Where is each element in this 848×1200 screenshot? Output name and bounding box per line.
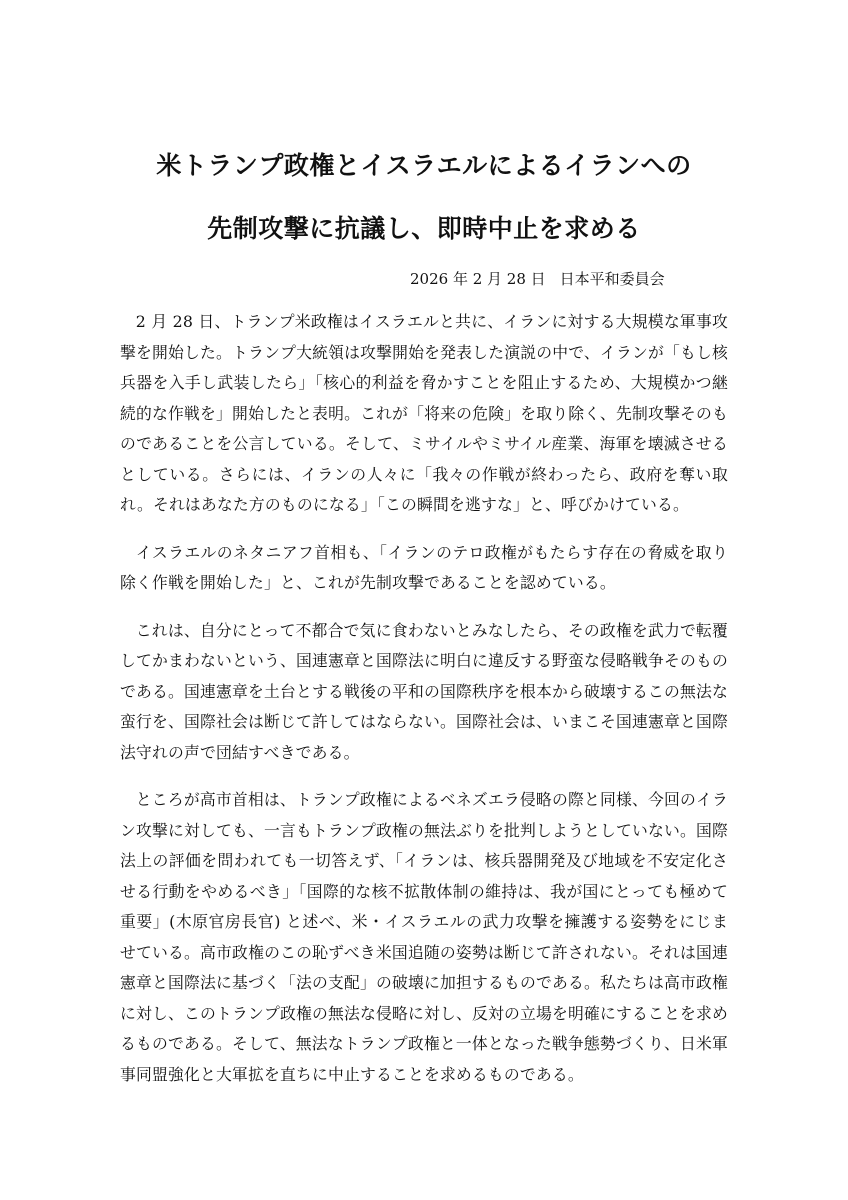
paragraph-3: これは、自分にとって不都合で気に食わないとみなしたら、その政権を武力で転覆してかまわないという、国連憲章と国際法に明白に違反する野蛮な侵略戦争そのものである。国連憲章を土台とする戦後の平和の国際秩序を根本から破壊するこの無法な蛮行を、国際社会は断じて許してはならない。国際社会は、いまこそ国連憲章と国際法守れの声で団結すべきである。 bbox=[120, 620, 728, 762]
paragraph-2: イスラエルのネタニアフ首相も、「イランのテロ政権がもたらす存在の脅威を取り除く作戦を開始した」と、これが先制攻撃であることを認めている。 bbox=[120, 542, 728, 592]
organization-name: 日本平和委員会 bbox=[559, 270, 665, 288]
statement-date: 2026 年 2 月 28 日 bbox=[410, 270, 546, 288]
paragraph-4: ところが高市首相は、トランプ政権によるベネズエラ侵略の際と同様、今回のイラン攻撃に対しても、一言もトランプ政権の無法ぶりを批判しようとしていない。国際法上の評価を問われても一切答えず、「イランは、核兵器開発及び地域を不安定化させる行動をやめるべき」「国際的な核不拡散体制の維持は、我が国にとっても極めて重要」(木原官房長官) と述べ、米・イスラエルの武力攻撃を擁護する姿勢をにじませている。高市政権のこの恥ずべき米国追随の姿勢は断じて許されない。それは国連憲章と国際法に基づく「法の支配」の破壊に加担するものである。私たちは高市政権に対し、このトランプ政権の無法な侵略に対し、反対の立場を明確にすることを求めるものである。そして、無法なトランプ政権と一体となった戦争態勢づくり、日米軍事同盟強化と大軍拡を直ちに中止することを求めるものである。 bbox=[120, 790, 728, 1084]
title-line-2: 先制攻撃に抗議し、即時中止を求める bbox=[207, 214, 641, 243]
statement-body bbox=[120, 307, 728, 1107]
title-line-1: 米トランプ政権とイスラエルによるイランへの bbox=[156, 151, 692, 180]
paragraph-1: 2 月 28 日、トランプ米政権はイスラエルと共に、イランに対する大規模な軍事攻撃を開始した。トランプ大統領は攻撃開始を発表した演説の中で、イランが「もし核兵器を入手し武装したら」「核心的利益を脅かすことを阻止するため、大規模かつ継続的な作戦を」開始したと表明。これが「将来の危険」を取り除く、先制攻撃そのものであることを公言している。そして、ミサイルやミサイル産業、海軍を壊滅させるとしている。さらには、イランの人々に「我々の作戦が終わったら、政府を奪い取れ。それはあなた方のものになる」「この瞬間を逃すな」と、呼びかけている。 bbox=[120, 312, 728, 514]
date-and-organization bbox=[410, 269, 740, 289]
